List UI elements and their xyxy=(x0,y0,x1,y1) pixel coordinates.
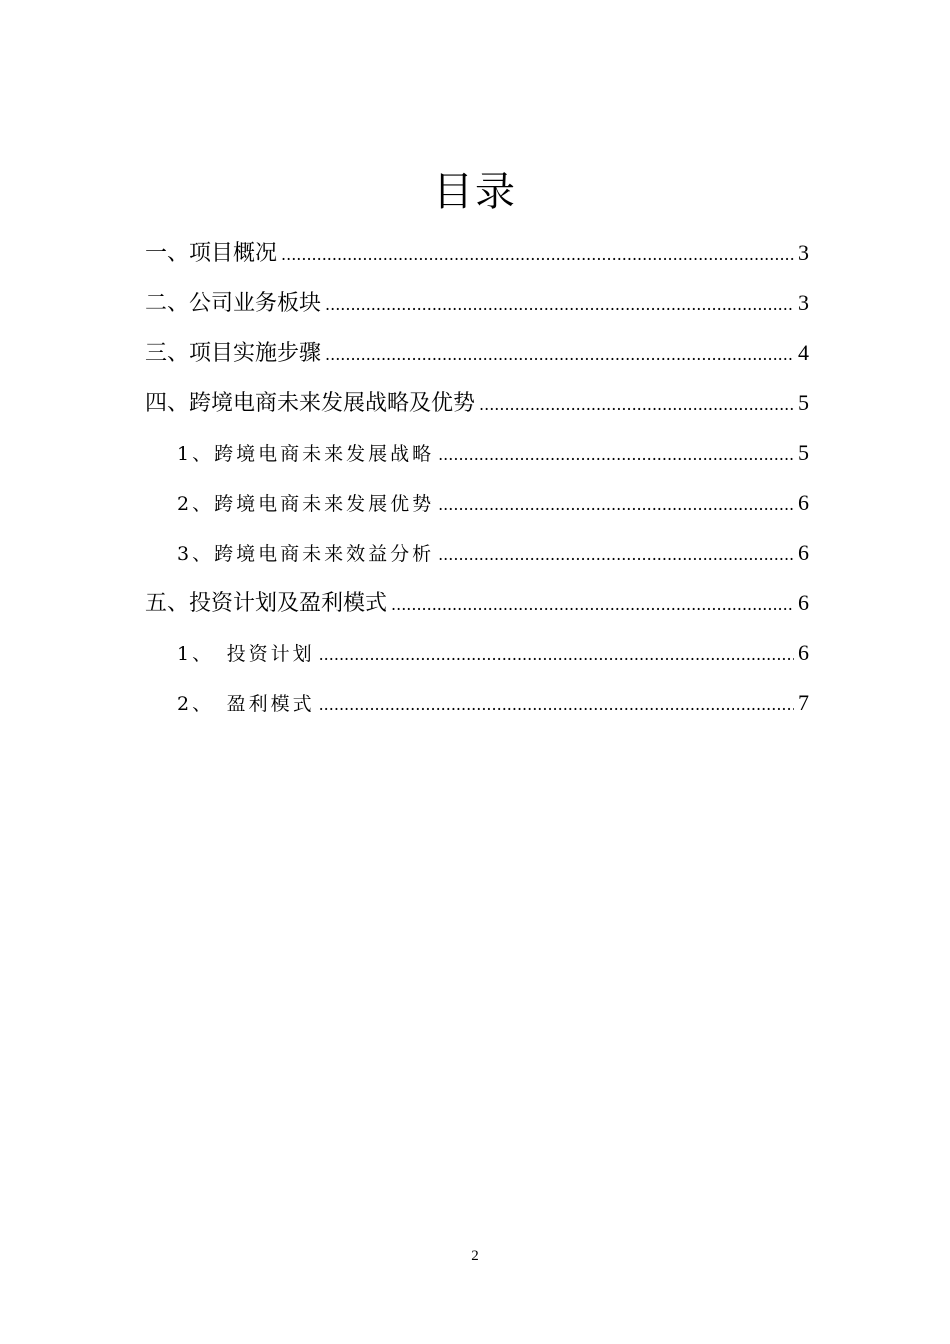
toc-entry-page: 6 xyxy=(798,490,809,515)
toc-dot-leader xyxy=(325,280,794,330)
toc-entry[interactable] xyxy=(145,378,809,428)
toc-entry-page: 4 xyxy=(798,340,809,365)
toc-dot-leader xyxy=(391,580,794,630)
toc-subentry[interactable] xyxy=(145,628,809,678)
toc-entry-label: 四、跨境电商未来发展战略及优势 xyxy=(145,379,479,429)
toc-entry[interactable] xyxy=(145,578,809,628)
toc-entry-label: 1、 投资计划 xyxy=(177,629,319,679)
toc-dot-leader xyxy=(438,530,794,580)
toc-entry-page: 6 xyxy=(798,590,809,615)
toc-dot-leader xyxy=(281,230,794,280)
toc-entry-page: 7 xyxy=(798,690,809,715)
toc-subentry[interactable] xyxy=(145,678,809,728)
toc-entry-page: 3 xyxy=(798,240,809,265)
toc-entry-label: 三、项目实施步骤 xyxy=(145,329,325,379)
toc-title: 目录 xyxy=(433,169,517,215)
toc-entry-label: 3、跨境电商未来效益分析 xyxy=(177,529,438,579)
toc-subentry[interactable] xyxy=(145,428,809,478)
toc-entry-page: 3 xyxy=(798,290,809,315)
toc-entry[interactable] xyxy=(145,228,809,278)
toc-dot-leader xyxy=(438,480,794,530)
toc-dot-leader xyxy=(325,330,794,380)
toc-dot-leader xyxy=(319,630,794,680)
toc-entry-label: 二、公司业务板块 xyxy=(145,279,325,329)
toc-entry-label: 2、 盈利模式 xyxy=(177,679,319,729)
toc-entry-page: 6 xyxy=(798,540,809,565)
toc-dot-leader xyxy=(438,430,794,480)
toc-entry-page: 5 xyxy=(798,390,809,415)
toc-entry[interactable] xyxy=(145,328,809,378)
toc-dot-leader xyxy=(319,680,794,730)
toc-entry-page: 5 xyxy=(798,440,809,465)
toc-dot-leader xyxy=(479,380,794,430)
page-number: 2 xyxy=(471,1248,479,1264)
toc-subentry[interactable] xyxy=(145,478,809,528)
toc-entry-page: 6 xyxy=(798,640,809,665)
toc-entry[interactable] xyxy=(145,278,809,328)
toc-entry-label: 1、跨境电商未来发展战略 xyxy=(177,429,438,479)
toc-entry-label: 一、项目概况 xyxy=(145,229,281,279)
toc-subentry[interactable] xyxy=(145,528,809,578)
toc-list xyxy=(145,228,809,728)
toc-entry-label: 五、投资计划及盈利模式 xyxy=(145,579,391,629)
toc-entry-label: 2、跨境电商未来发展优势 xyxy=(177,479,438,529)
